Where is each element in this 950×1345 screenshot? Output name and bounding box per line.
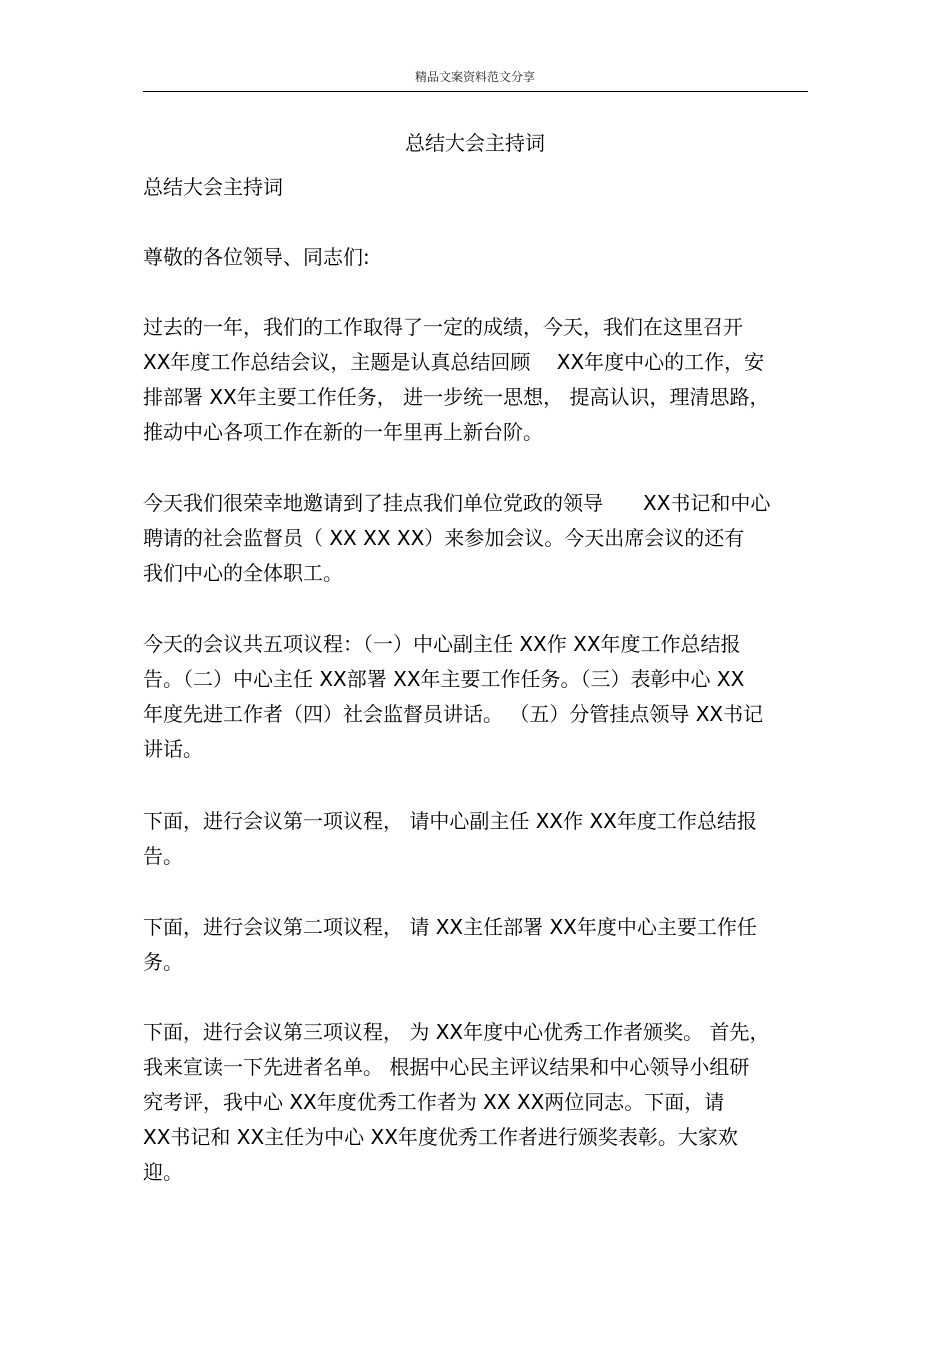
paragraph-line: 告。（二）中心主任 XX部署 XX年主要工作任务。（三）表彰中心 XX xyxy=(143,667,745,691)
paragraph-line: 迎。 xyxy=(143,1160,183,1184)
paragraph-line: 排部署 XX年主要工作任务， 进一步统一思想， 提高认识，理清思路， xyxy=(143,385,770,409)
paragraph-5 xyxy=(143,910,813,980)
page-header-text: 精品文案资料范文分享 xyxy=(414,70,535,84)
paragraph-line: 务。 xyxy=(143,950,183,974)
paragraph-4 xyxy=(143,804,813,874)
paragraph-line: 告。 xyxy=(143,844,183,868)
paragraph-line: 今天我们很荣幸地邀请到了挂点我们单位党政的领导 XX书记和中心 xyxy=(143,491,771,515)
subtitle-line: 总结大会主持词 xyxy=(143,175,283,199)
paragraph-line: 讲话。 xyxy=(143,737,203,761)
greeting-line: 尊敬的各位领导、同志们: xyxy=(143,245,370,269)
header-divider xyxy=(143,91,808,92)
paragraph-line: 下面，进行会议第一项议程， 请中心副主任 XX作 XX年度工作总结报 xyxy=(143,809,757,833)
paragraph-6 xyxy=(143,1015,813,1190)
paragraph-line: 究考评，我中心 XX年度优秀工作者为 XX XX两位同志。下面，请 xyxy=(143,1090,725,1114)
paragraph-line: 我来宣读一下先进者名单。 根据中心民主评议结果和中心领导小组研 xyxy=(143,1055,750,1079)
paragraph-line: XX年度工作总结会议，主题是认真总结回顾 XX年度中心的工作，安 xyxy=(143,350,765,374)
paragraph-line: 我们中心的全体职工。 xyxy=(143,561,343,585)
paragraph-line: 聘请的社会监督员（ XX XX XX）来参加会议。今天出席会议的还有 xyxy=(143,526,745,550)
document-title: 总结大会主持词 xyxy=(405,131,545,155)
document-subtitle xyxy=(143,170,813,205)
paragraph-line: 今天的会议共五项议程：（一）中心副主任 XX作 XX年度工作总结报 xyxy=(143,632,741,656)
greeting xyxy=(143,240,813,275)
paragraph-2 xyxy=(143,486,813,591)
paragraph-1 xyxy=(143,310,813,450)
paragraph-line: 推动中心各项工作在新的一年里再上新台阶。 xyxy=(143,420,543,444)
paragraph-line: 年度先进工作者（四）社会监督员讲话。 （五）分管挂点领导 XX书记 xyxy=(143,702,764,726)
paragraph-line: XX书记和 XX主任为中心 XX年度优秀工作者进行颁奖表彰。大家欢 xyxy=(143,1125,738,1149)
paragraph-line: 过去的一年，我们的工作取得了一定的成绩，今天，我们在这里召开 xyxy=(143,315,743,339)
paragraph-3 xyxy=(143,627,813,767)
paragraph-line: 下面，进行会议第三项议程， 为 XX年度中心优秀工作者颁奖。 首先， xyxy=(143,1020,770,1044)
paragraph-line: 下面，进行会议第二项议程， 请 XX主任部署 XX年度中心主要工作任 xyxy=(143,915,757,939)
